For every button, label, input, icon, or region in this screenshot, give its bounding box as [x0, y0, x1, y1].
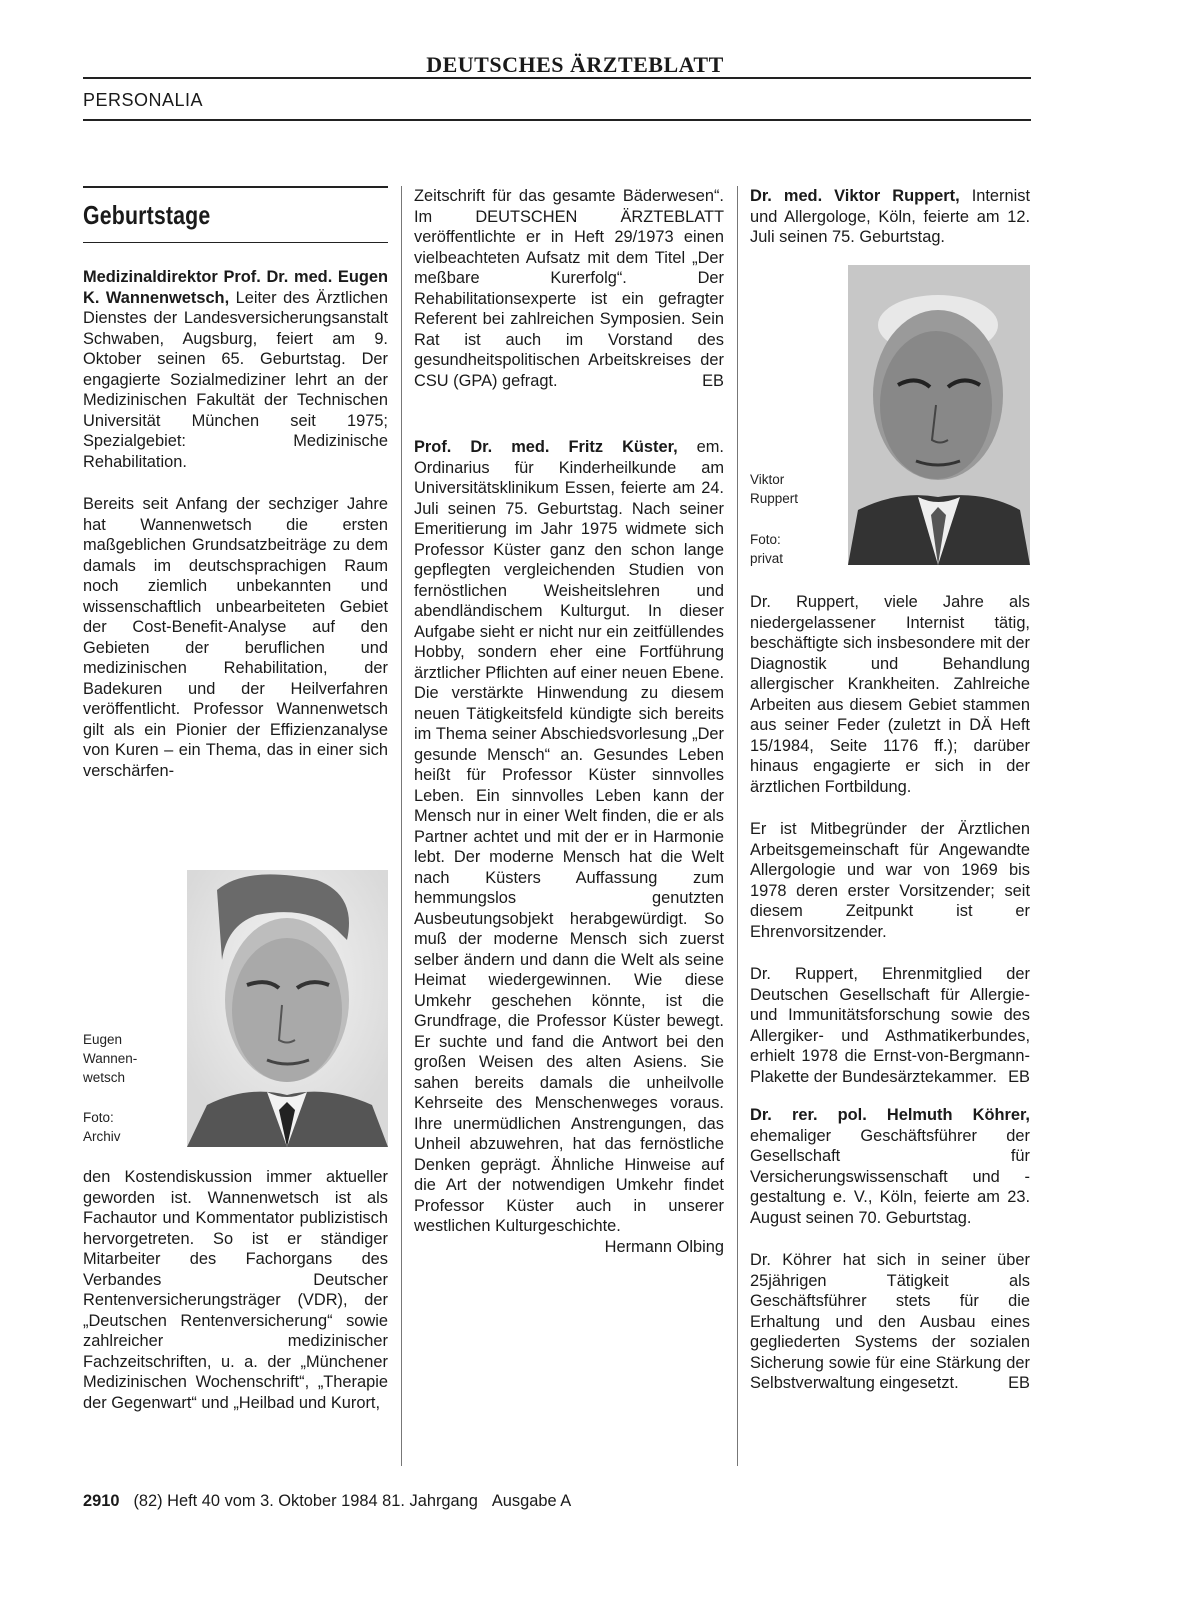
- koehrer-intro: [750, 1105, 1030, 1228]
- ruppert-body-1: Dr. Ruppert, viele Jahre als niedergelassener Internist tätig, beschäftigte sich insbesondere mit der Diagnostik und Behandlung allergischer Krankheiten. Zahlreiche Arbeiten aus diesem Gebiet stammen aus seiner Feder (zuletzt in DÄ Heft 15/1984, Seite 1176 ff.); darüber hinaus engagierte er sich in der ärztlichen Fortbildung.: [750, 593, 1030, 796]
- page-footer: [83, 1492, 571, 1511]
- wannenwetsch-caption-name: Eugen Wannen-wetsch: [83, 1032, 138, 1085]
- koehrer-body: [750, 1250, 1030, 1394]
- column-1-top: [83, 267, 388, 781]
- kuester-name: Prof. Dr. med. Fritz Küster,: [414, 438, 678, 456]
- ruppert-caption-credit: Foto: privat: [750, 532, 784, 566]
- heading-rule-bottom: [83, 242, 388, 243]
- wannenwetsch-caption-credit: Foto: Archiv: [83, 1110, 121, 1144]
- signature-eb-1: EB: [702, 371, 724, 390]
- wannenwetsch-body-2: den Kostendiskussion immer aktueller geworden ist. Wannenwetsch ist als Fachautor und Kommentator publizistisch hervorgetreten. So ist er ständiger Mitarbeiter des Fachorgans des Verbandes Deutscher Rentenversicherungsträger (VDR), der „Deutschen Rentenversicherung“ sowie zahlreicher medizinischer Fachzeitschriften, u. a. der „Münchener Medizinischen Wochenschrift“, „Therapie der Gegenwart“ und „Heilbad und Kurort,: [83, 1168, 388, 1412]
- signature-eb-2: EB: [1008, 1067, 1030, 1086]
- wannenwetsch-photo: [187, 870, 388, 1147]
- wannenwetsch-name: Medizinaldirektor Prof. Dr. med. Eugen K. Wannenwetsch,: [83, 268, 388, 307]
- wannenwetsch-body-3: [414, 186, 724, 391]
- wannenwetsch-intro: [83, 267, 388, 472]
- column-divider-2: [737, 186, 738, 1466]
- portrait-image: [848, 265, 1030, 565]
- column-divider-1: [401, 186, 402, 1466]
- ruppert-intro: [750, 186, 1030, 248]
- signature-eb-3: EB: [1008, 1374, 1030, 1392]
- ruppert-name: Dr. med. Viktor Ruppert,: [750, 187, 960, 205]
- portrait-image: [187, 870, 388, 1147]
- ruppert-photo: [848, 265, 1030, 565]
- ruppert-intro-text: Internist und Allergologe, Köln, feierte am 12. Juli seinen 75. Geburtstag.: [750, 187, 1030, 246]
- kuester-text: em. Ordinarius für Kinderheilkunde am Universitätsklinikum Essen, feierte am 24. Juli seinen 75. Geburtstag. Nach seiner Emeritierung im Jahr 1975 widmete sich Professor Küster ganz den schon lange gepflegten vergleichenden Studien von fernöstlichen Weisheitslehren und abendländischem Kulturgut. In dieser Aufgabe sieht er nicht nur ein zeitfüllendes Hobby, sondern eher eine Fortführung ärztlicher Pflichten auf einer neuen Ebene. Die verstärkte Hinwendung zu diesem neuen Tätigkeitsfeld kündigte sich bereits im Thema seiner Abschiedsvorlesung „Der gesunde Mensch“ an. Gesundes Leben heißt für Professor Küster sinnvolles Leben. Ein sinnvolles Leben kann der Mensch nur in einer Welt finden, die er als Partner achtet und mit der er in Harmonie lebt. Der moderne Mensch hat die Welt nach Küsters Auffassung zum hemmungslos genutzten Ausbeutungsobjekt herabgewürdigt. So muß der moderne Mensch sich zuerst selber ändern und dann die Welt als seine Heimat wiedergewinnen. Wie diese Umkehr geschehen könnte, ist die Grundfrage, die Professor Küster bewegt. Er suchte und fand die Antwort bei den großen Weisen des alten Asiens. Sie sahen bereits damals die unheilvolle Kehrseite des Menschenweges voraus. Ihre unermüdlichen Anstrengungen, das Unheil abzuwehren, hat das fernöstliche Denken geprägt. Ähnliche Hinweise auf die Art der notwendigen Umkehr findet Professor Küster auch in unserer westlichen Kulturgeschichte.: [414, 438, 724, 1235]
- edition-label: Ausgabe A: [491, 1492, 572, 1510]
- kuester-article: [414, 437, 724, 1256]
- column-2: [414, 186, 724, 1257]
- wannenwetsch-body-3-text: Zeitschrift für das gesamte Bäderwesen“. Im DEUTSCHEN ÄRZTEBLATT veröffentlichte er in Heft 29/1973 einen vielbeachteten Aufsatz mit dem Titel „Der meßbare Kurerfolg“. Der Rehabilitationsexperte ist ein gefragter Referent bei zahlreichen Symposien. Sein Rat ist auch im Vorstand des gesundheitspolitischen Arbeitskreises der CSU (GPA) gefragt.: [414, 187, 724, 390]
- masthead: DEUTSCHES ÄRZTEBLATT: [426, 52, 724, 77]
- page-number: 2910: [83, 1492, 120, 1510]
- section-rule: [83, 119, 1031, 121]
- koehrer-body-text: Dr. Köhrer hat sich in seiner über 25jährigen Tätigkeit als Geschäftsführer stets für die Erhaltung und den Ausbau eines gegliederten Systems der sozialen Sicherung sowie für eine Stärkung der Selbstverwaltung eingesetzt.: [750, 1251, 1030, 1392]
- column-1-bottom: [83, 1167, 388, 1413]
- ruppert-body-3-text: Dr. Ruppert, Ehrenmitglied der Deutschen Gesellschaft für Allergie- und Immunitätsforschung sowie des Allergiker- und Asthmatikerbundes, erhielt 1978 die Ernst-von-Bergmann-Plakette der Bundesärztekammer.: [750, 965, 1030, 1086]
- article-heading: Geburtstage: [83, 200, 211, 230]
- koehrer-intro-text: ehemaliger Geschäftsführer der Gesellschaft für Versicherungswissenschaft und -gestaltung e. V., Köln, feierte am 23. August seinen 70. Geburtstag.: [750, 1126, 1030, 1227]
- column-3-top: [750, 186, 1030, 248]
- ruppert-body-3: [750, 964, 1030, 1087]
- section-label: PERSONALIA: [83, 90, 204, 110]
- wannenwetsch-intro-text: Leiter des Ärztlichen Dienstes der Landesversicherungsanstalt Schwaben, Augsburg, feiert am 9. Oktober seinen 65. Geburtstag. Der engagierte Sozialmediziner lehrt an der Medizinischen Fakultät der Technischen Universität München seit 1975; Spezialgebiet: Medizinische Rehabilitation.: [83, 288, 388, 471]
- heading-rule-top: [83, 186, 388, 188]
- ruppert-caption-name: Viktor Ruppert: [750, 472, 799, 506]
- wannenwetsch-body-1: Bereits seit Anfang der sechziger Jahre hat Wannenwetsch die ersten maßgeblichen Grundsatzbeiträge zu dem damals im deutschsprachigen Raum noch ziemlich unbekannten und wissenschaftlich unbearbeiteten Gebiet der Cost-Benefit-Analyse auf den Gebieten der beruflichen und medizinischen Rehabilitation, der Badekuren und der Heilverfahren veröffentlicht. Professor Wannenwetsch gilt als ein Pionier der Effizienzanalyse von Kuren – ein Thema, das in einer sich verschärfen-: [83, 495, 388, 780]
- column-3-bottom: [750, 592, 1030, 1394]
- ruppert-body-2: Er ist Mitbegründer der Ärztlichen Arbeitsgemeinschaft für Angewandte Allergologie und war von 1969 bis 1978 deren erster Vorsitzender; seit diesem Zeitpunkt ist er Ehrenvorsitzender.: [750, 820, 1030, 941]
- issue-info: (82) Heft 40 vom 3. Oktober 1984 81. Jahrgang: [133, 1492, 478, 1510]
- koehrer-name: Dr. rer. pol. Helmuth Köhrer,: [750, 1106, 1030, 1124]
- masthead-rule: [83, 77, 1031, 79]
- signature-olbing: Hermann Olbing: [604, 1237, 724, 1256]
